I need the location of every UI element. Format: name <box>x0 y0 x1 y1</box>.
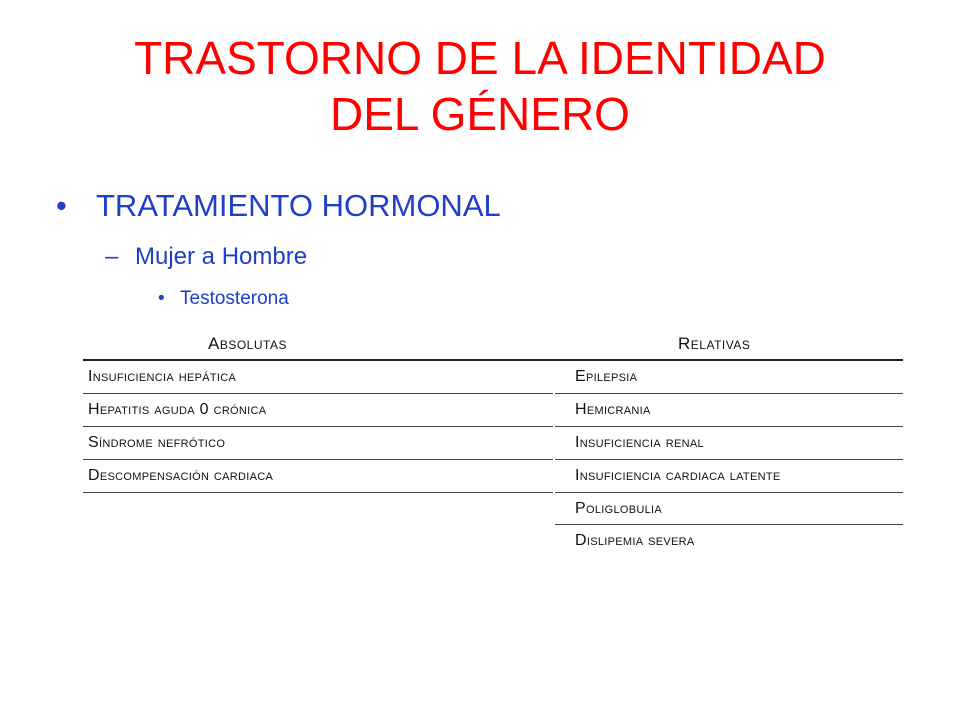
relativas-cell: Dislipemia severa <box>575 532 695 549</box>
relativas-cell: Insuficiencia renal <box>575 434 704 451</box>
absolutas-cell: Insuficiencia hepática <box>88 368 237 385</box>
absolutas-cell: Síndrome nefrótico <box>88 434 226 451</box>
bullet-dash-icon: – <box>105 243 119 270</box>
slide-title <box>0 30 960 142</box>
bullet-level-2-text: Mujer a Hombre <box>135 243 308 270</box>
row-divider <box>83 459 553 460</box>
column-header-relativas: Relativas <box>678 334 751 353</box>
table-header-rule <box>83 359 903 361</box>
row-divider <box>83 393 553 394</box>
row-divider <box>555 426 903 427</box>
row-divider <box>83 426 553 427</box>
relativas-cell: Epilepsia <box>575 368 638 385</box>
row-divider <box>555 492 903 493</box>
row-divider <box>83 492 553 493</box>
bullet-level-3-text: Testosterona <box>180 288 289 309</box>
row-divider <box>555 393 903 394</box>
slide-title-line-1: TRASTORNO DE LA IDENTIDAD <box>134 32 826 84</box>
column-header-absolutas: Absolutas <box>208 334 287 353</box>
row-divider <box>555 524 903 525</box>
slide-title-line-2: DEL GÉNERO <box>330 88 630 140</box>
bullet-dot-icon: • <box>56 188 67 223</box>
contraindications-table <box>83 330 903 560</box>
absolutas-cell: Descompensación cardiaca <box>88 467 274 484</box>
relativas-cell: Poliglobulia <box>575 500 663 517</box>
relativas-cell: Insuficiencia cardiaca latente <box>575 467 781 484</box>
row-divider <box>555 459 903 460</box>
bullet-dot-small-icon: • <box>158 288 165 309</box>
relativas-cell: Hemicrania <box>575 401 651 418</box>
bullet-level-1-text: TRATAMIENTO HORMONAL <box>96 188 501 223</box>
absolutas-cell: Hepatitis aguda 0 crónica <box>88 401 267 418</box>
